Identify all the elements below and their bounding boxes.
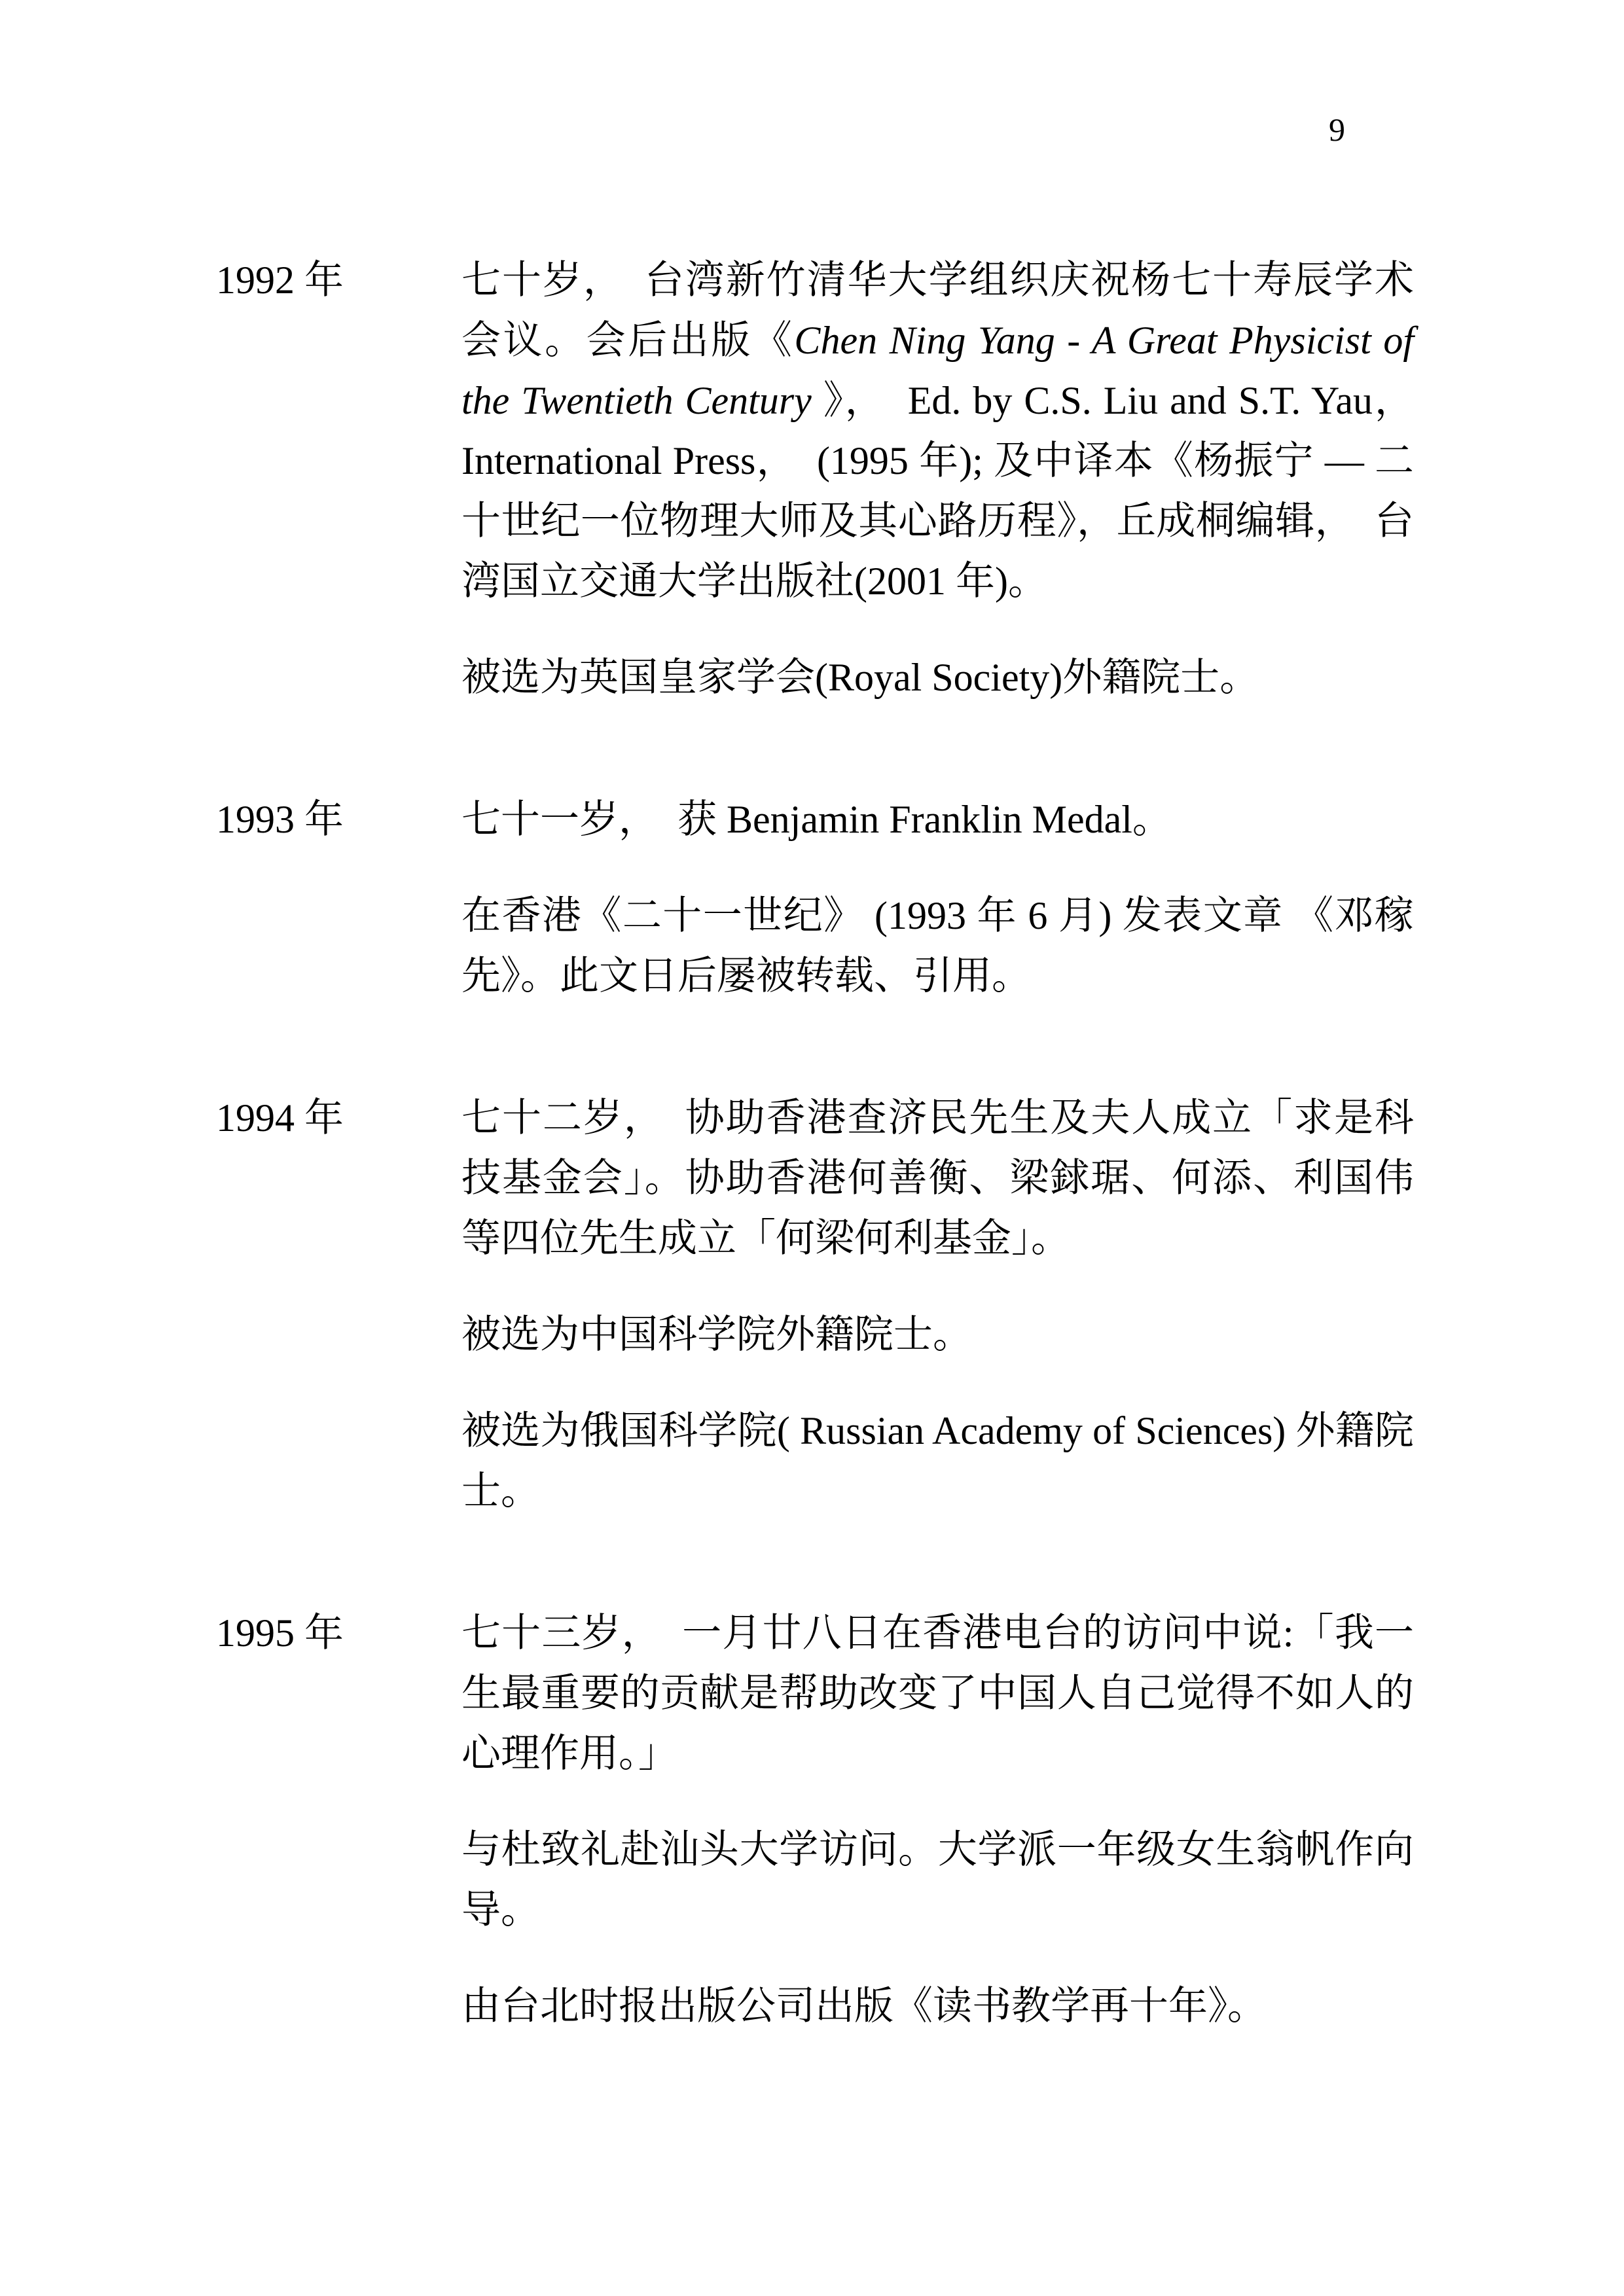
- paragraph: [461, 1603, 1414, 1784]
- text-run: 被选为中国科学院外籍院士。: [461, 1313, 972, 1356]
- entry-body: [461, 789, 1414, 1006]
- paragraph: [461, 1820, 1414, 1940]
- timeline-entry: [216, 250, 1414, 708]
- year-label: 1993 年: [216, 798, 344, 841]
- timeline-entry: [216, 789, 1414, 1006]
- paragraph: [461, 1304, 1414, 1365]
- paragraph: [461, 1088, 1414, 1268]
- paragraph: [461, 1976, 1414, 2036]
- text-run: 七十三岁， 一月廿八日在香港电台的访问中说:「我一生最重要的贡献是帮助改变了中国人自己觉得不如人的心理作用。」: [461, 1611, 1414, 1775]
- entry-body: [461, 250, 1414, 708]
- page-number: 9: [1329, 111, 1345, 148]
- text-run: 被选为英国皇家学会(Royal Society)外籍院士。: [461, 656, 1259, 699]
- paragraph: [461, 789, 1414, 850]
- timeline: [216, 250, 1414, 2036]
- paragraph: [461, 886, 1414, 1006]
- entry-body: [461, 1603, 1414, 2036]
- text-run: 由台北时报出版公司出版《读书教学再十年》。: [461, 1984, 1267, 2028]
- text-run: 在香港《二十一世纪》 (1993 年 6 月) 发表文章 《邓稼先》。此文日后屡被转载、引用。: [461, 894, 1414, 997]
- paragraph: [461, 647, 1414, 708]
- entry-body: [461, 1088, 1414, 1521]
- paragraph: [461, 1401, 1414, 1521]
- text-run: 被选为俄国科学院( Russian Academy of Sciences) 外籍院士。: [461, 1409, 1414, 1513]
- italic-text-run: Chen Ning Yang - A Great Physicist of the Twentieth Century: [461, 319, 1414, 422]
- text-run: 七十岁， 台湾新竹清华大学组织庆祝杨七十寿辰学术会议。会后出版《: [461, 259, 1414, 362]
- year-label: 1995 年: [216, 1611, 344, 1655]
- text-run: 与杜致礼赴汕头大学访问。大学派一年级女生翁帆作向导。: [461, 1828, 1414, 1931]
- paragraph: [461, 250, 1414, 611]
- text-run: 》， Ed. by C.S. Liu and S.T. Yau，International Press， (1995 年); 及中译本《杨振宁 — 二十世纪一位物理大师及其心路历程》，丘成桐编辑， 台湾国立交通大学出版社(2001 年)。: [461, 379, 1414, 603]
- timeline-entry: [216, 1603, 1414, 2036]
- timeline-entry: [216, 1088, 1414, 1521]
- year-label: 1992 年: [216, 259, 344, 302]
- year-label: 1994 年: [216, 1096, 344, 1139]
- text-run: 七十二岁， 协助香港查济民先生及夫人成立「求是科技基金会」。协助香港何善衡、梁銶琚、何添、利国伟等四位先生成立「何梁何利基金」。: [461, 1096, 1414, 1260]
- text-run: 七十一岁， 获 Benjamin Franklin Medal。: [461, 798, 1172, 841]
